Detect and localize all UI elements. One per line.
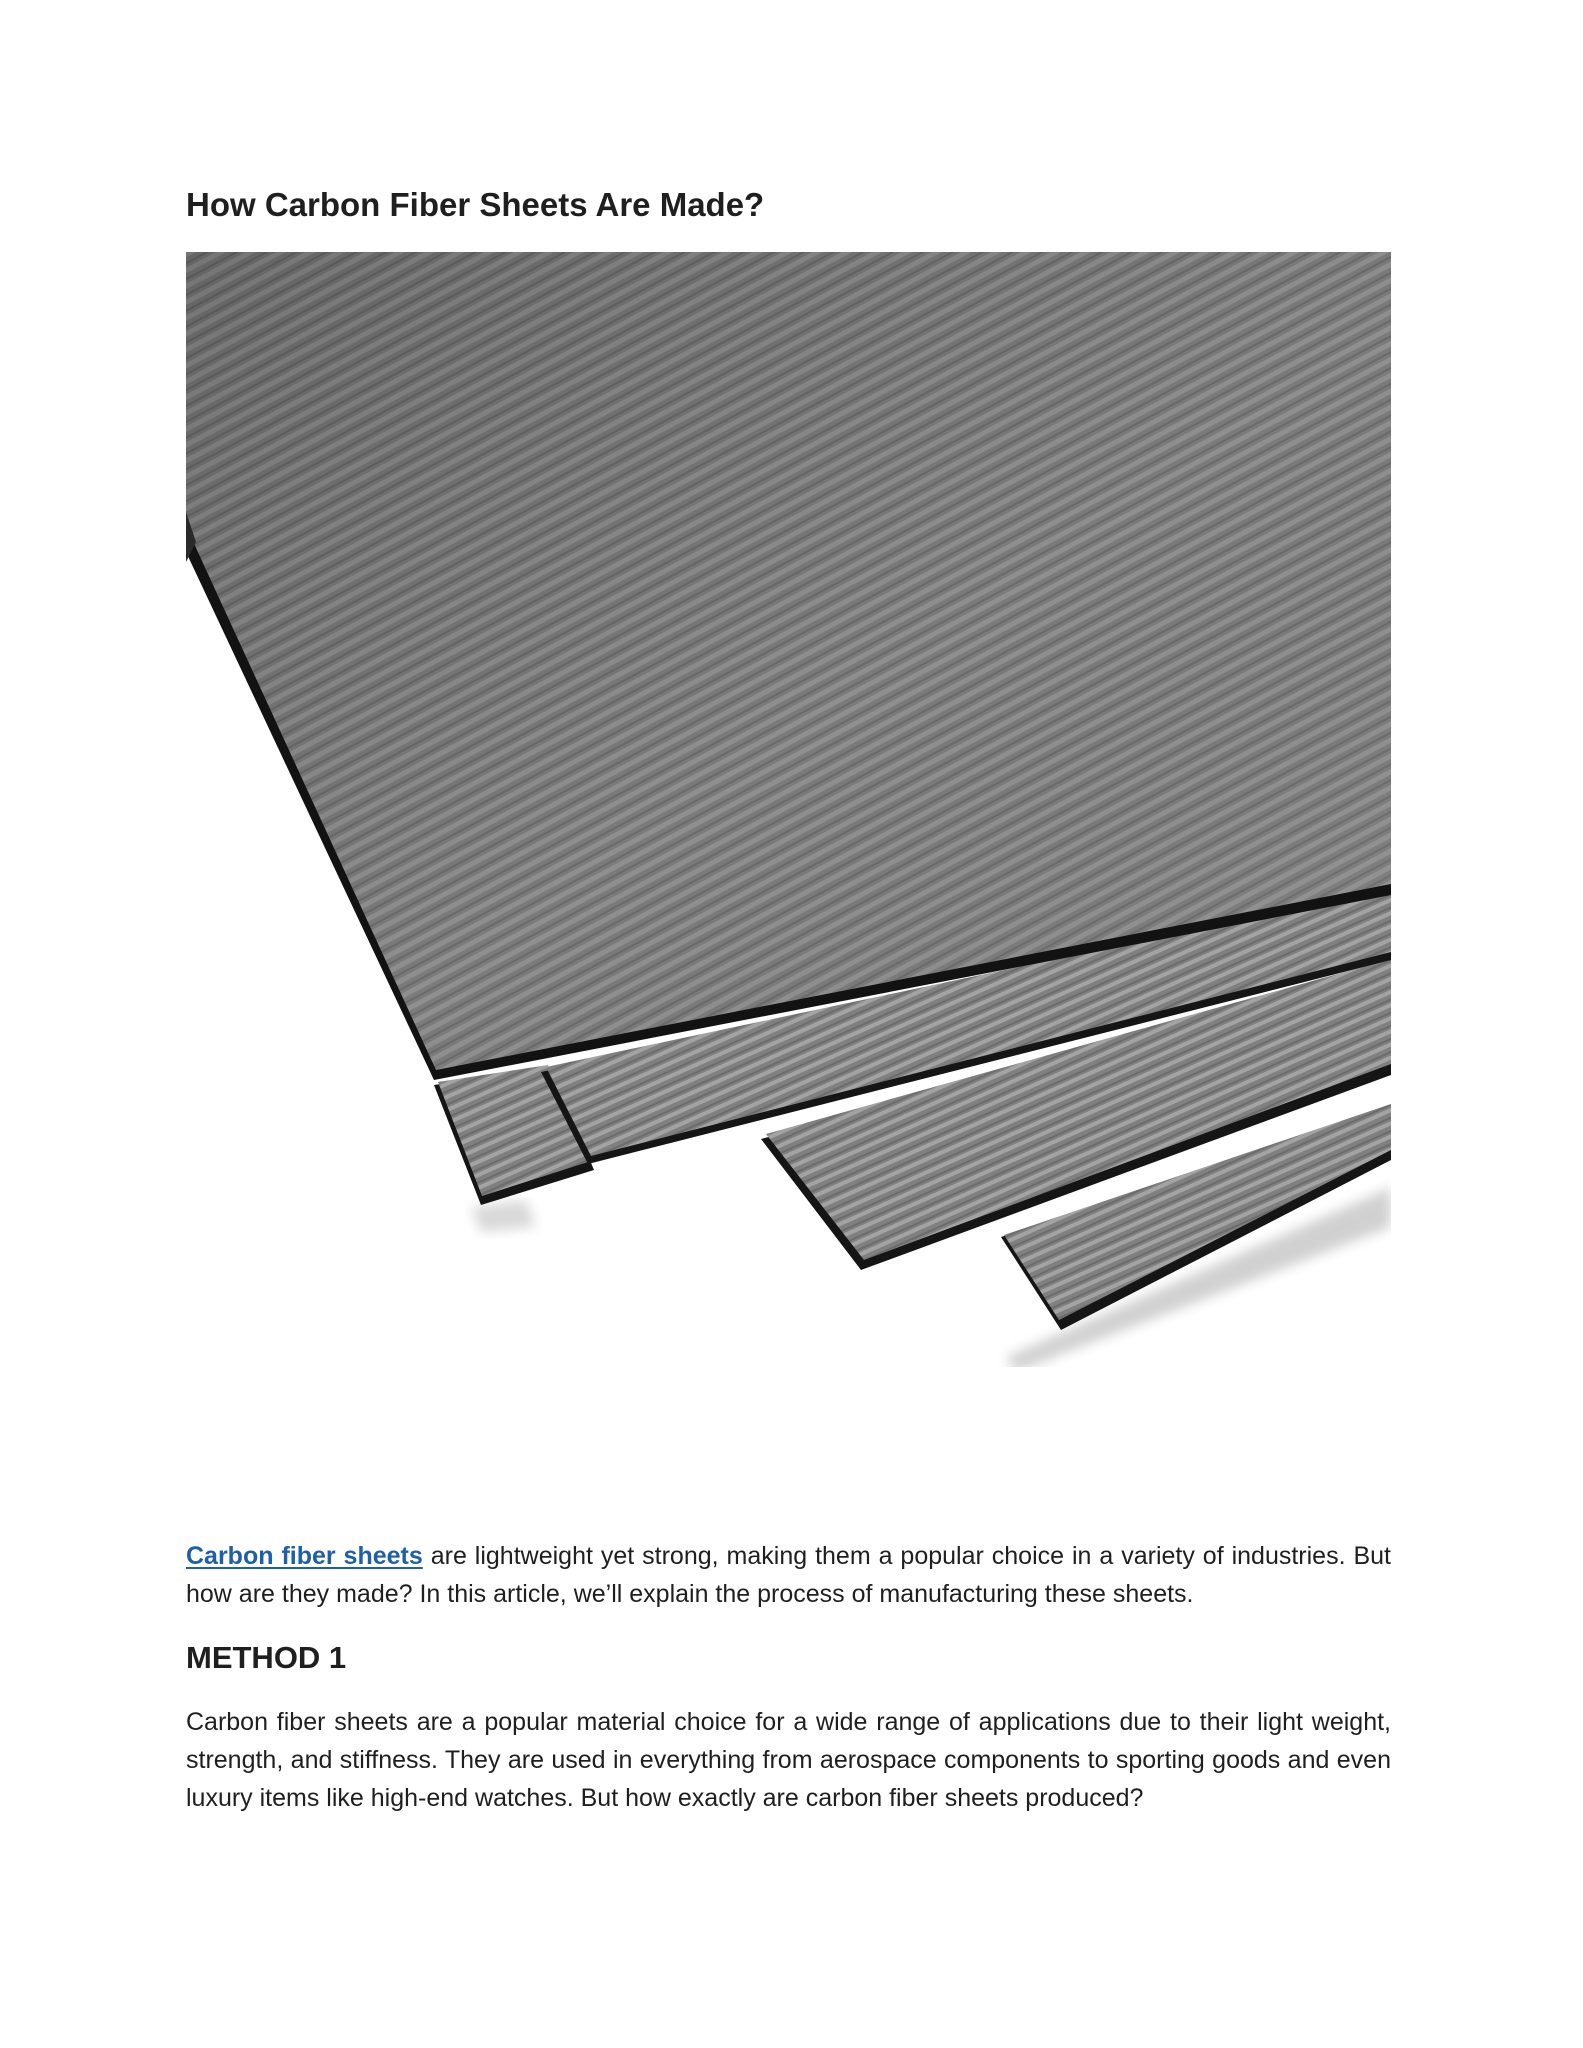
carbon-fiber-sheets-image	[186, 252, 1391, 1367]
carbon-fiber-sheets-link[interactable]: Carbon fiber sheets	[186, 1542, 423, 1570]
section-heading: METHOD 1	[186, 1640, 347, 1675]
method-paragraph: Carbon fiber sheets are a popular material choice for a wide range of applications due to their light weight, strength, and stiffness. They are used in everything from aerospace components to sporting goods and even luxury items like high-end watches. But how exactly are carbon fiber sheets produced?	[186, 1708, 1391, 1812]
intro-text: are lightweight yet strong, making them a popular choice in a variety of industries. But how are they made? In this article, we’ll explain the process of manufacturing these sheets.	[186, 1542, 1391, 1608]
page-title: How Carbon Fiber Sheets Are Made?	[186, 186, 765, 223]
intro-paragraph	[186, 1537, 1391, 1613]
